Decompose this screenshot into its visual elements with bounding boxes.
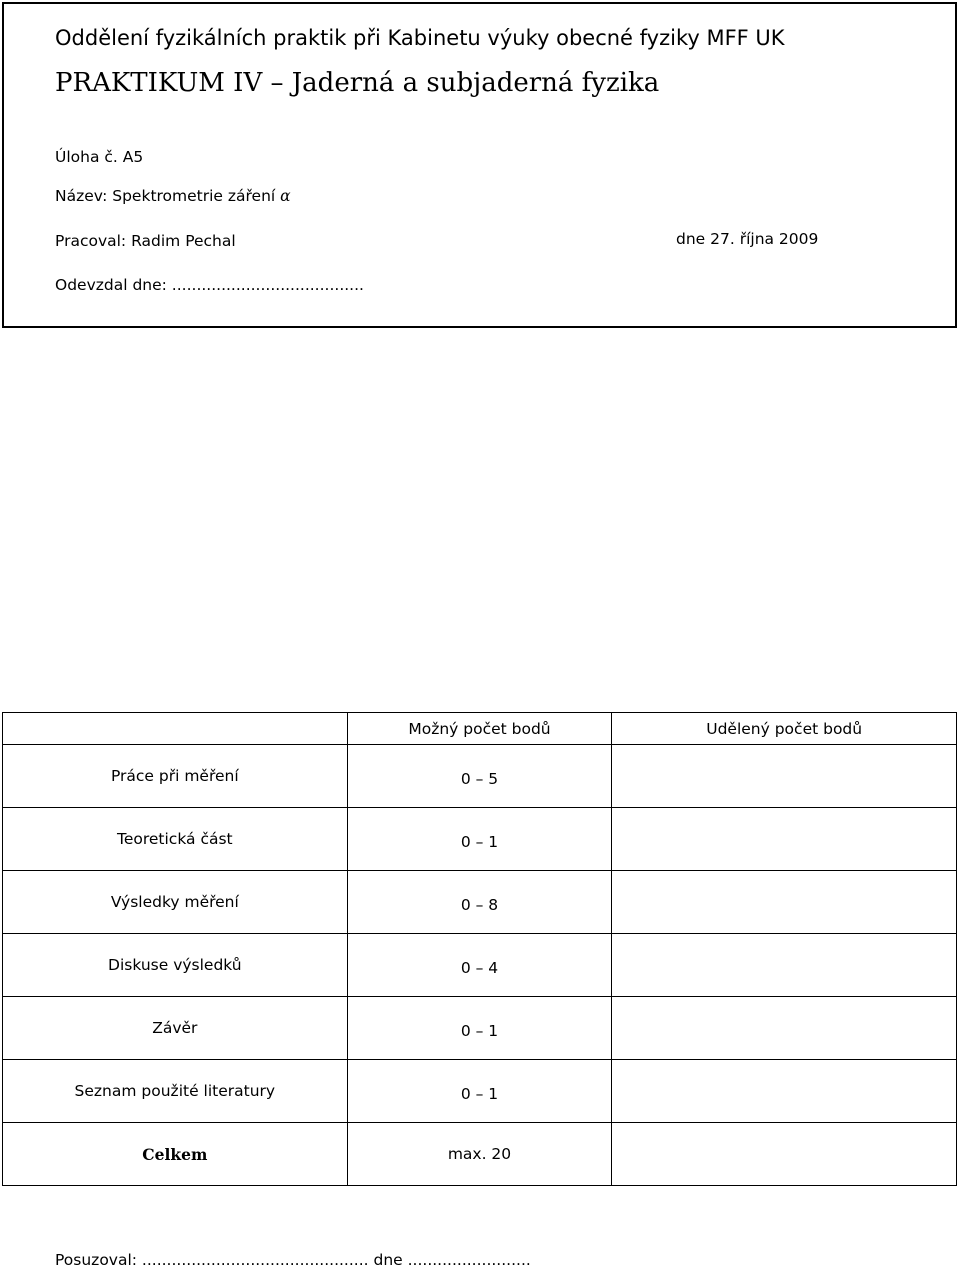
row-possible: 0 – 1 <box>347 808 612 871</box>
table-row <box>3 1060 957 1123</box>
reviewer-line: Posuzoval: .............................................. dne ......................... <box>55 1251 531 1269</box>
submitted-line: Odevzdal dne: ....................................... <box>55 276 364 294</box>
row-awarded[interactable] <box>612 745 957 808</box>
row-awarded[interactable] <box>612 1060 957 1123</box>
table-header-row <box>3 713 957 745</box>
row-possible: 0 – 8 <box>347 871 612 934</box>
title-line <box>55 187 291 205</box>
row-label: Teoretická část <box>3 808 348 871</box>
total-label: Celkem <box>3 1123 348 1186</box>
table-row <box>3 997 957 1060</box>
table-row <box>3 871 957 934</box>
task-number: A5 <box>122 148 144 166</box>
header-cell-possible: Možný počet bodů <box>347 713 612 745</box>
task-line <box>55 148 143 166</box>
row-awarded[interactable] <box>612 871 957 934</box>
department-name: Oddělení fyzikálních praktik při Kabinetu výuky obecné fyziky MFF UK <box>55 26 785 50</box>
row-possible: 0 – 1 <box>347 997 612 1060</box>
row-awarded[interactable] <box>612 808 957 871</box>
header-cell-empty <box>3 713 348 745</box>
date-text: dne 27. října 2009 <box>676 230 819 248</box>
author-name: Radim Pechal <box>131 232 236 250</box>
row-label: Seznam použité literatury <box>3 1060 348 1123</box>
row-awarded[interactable] <box>612 997 957 1060</box>
row-possible: 0 – 5 <box>347 745 612 808</box>
row-label: Závěr <box>3 997 348 1060</box>
total-awarded[interactable] <box>612 1123 957 1186</box>
table-row <box>3 745 957 808</box>
table-row <box>3 808 957 871</box>
row-possible: 0 – 4 <box>347 934 612 997</box>
author-label: Pracoval: <box>55 232 127 250</box>
title-symbol: α <box>280 187 291 205</box>
header-cell-awarded: Udělený počet bodů <box>612 713 957 745</box>
title-text: Spektrometrie záření <box>112 187 276 205</box>
table-total-row <box>3 1123 957 1186</box>
row-possible: 0 – 1 <box>347 1060 612 1123</box>
task-label: Úloha č. <box>55 148 118 166</box>
row-label: Práce při měření <box>3 745 348 808</box>
course-title: PRAKTIKUM IV – Jaderná a subjaderná fyzika <box>55 68 660 98</box>
row-label: Diskuse výsledků <box>3 934 348 997</box>
author-line <box>55 232 236 250</box>
title-label: Název: <box>55 187 108 205</box>
grading-table <box>2 712 957 1186</box>
row-label: Výsledky měření <box>3 871 348 934</box>
table-row <box>3 934 957 997</box>
total-possible: max. 20 <box>347 1123 612 1186</box>
row-awarded[interactable] <box>612 934 957 997</box>
